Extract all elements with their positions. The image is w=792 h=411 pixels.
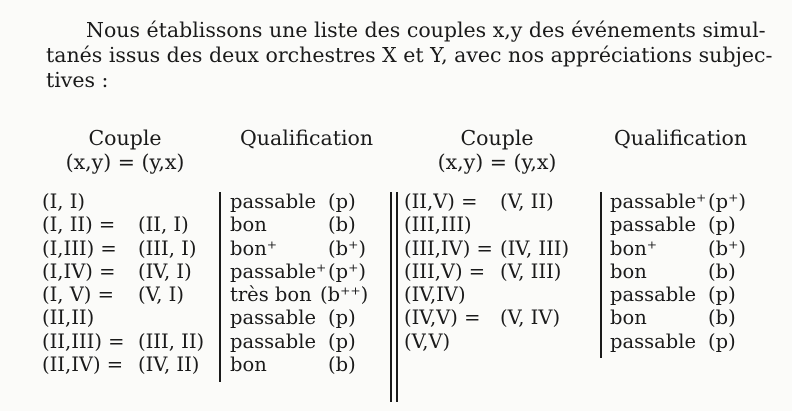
table-row [42, 260, 204, 283]
qualification-word: passable [230, 329, 317, 353]
table-row [404, 283, 569, 306]
pair-right: (III, I) [138, 236, 197, 260]
table-row [610, 260, 746, 283]
qualification-abbr: (b⁺) [328, 236, 366, 260]
pair-right: (V, I) [138, 283, 184, 307]
pair-right: (V, II) [500, 190, 554, 213]
pair-left: (III,IV) = [404, 236, 493, 260]
qualification-abbr: (p) [708, 329, 736, 353]
qualification-word: bon [610, 259, 647, 283]
pair-left: (I, V) = [42, 283, 114, 307]
table-row [42, 330, 204, 353]
qualification-abbr: (b) [708, 306, 736, 330]
intro-line: tanés issus des deux orchestres X et Y, avec nos appréciations subjec- [46, 43, 773, 67]
table-row [610, 283, 746, 306]
pair-left: (V,V) [404, 329, 451, 353]
pair-left: (III,III) [404, 213, 472, 237]
qualification-abbr: (p) [328, 190, 356, 213]
qualification-abbr: (p) [328, 329, 356, 353]
table-row [42, 353, 204, 376]
right-column-divider [600, 192, 602, 358]
qualification-abbr: (b) [328, 213, 356, 237]
qualification-abbr: (p⁺) [328, 259, 366, 283]
pair-left: (I,III) = [42, 236, 117, 260]
qualification-abbr: (p⁺) [708, 190, 746, 213]
pair-left: (II,V) = [404, 190, 478, 213]
pair-right: (III, II) [138, 329, 205, 353]
table-row [230, 260, 368, 283]
pair-right: (IV, III) [500, 236, 570, 260]
table-row [42, 213, 204, 236]
table-row [404, 237, 569, 260]
table-row [404, 306, 569, 329]
qualification-abbr: (b) [708, 259, 736, 283]
qualification-word: passable⁺ [230, 259, 327, 283]
pair-right: (IV, I) [138, 259, 192, 283]
pair-right: (II, I) [138, 213, 189, 237]
table-row [230, 237, 368, 260]
table-row [404, 330, 569, 353]
left-couple-subtitle: (x,y) = (y,x) [65, 150, 185, 174]
qualification-abbr: (b⁺) [708, 236, 746, 260]
pair-left: (IV,IV) [404, 283, 466, 307]
pair-left: (III,V) = [404, 259, 486, 283]
qualification-word: passable [230, 306, 317, 330]
intro-paragraph [46, 18, 776, 93]
pair-right: (V, III) [500, 259, 562, 283]
pair-left: (II,IV) = [42, 353, 124, 377]
left-couple-header [40, 126, 210, 174]
right-couple-title: Couple [460, 126, 534, 150]
right-qualification-column [610, 190, 746, 353]
table-row [230, 306, 368, 329]
qualification-abbr: (p) [708, 283, 736, 307]
table-row [404, 190, 569, 213]
right-couple-header [412, 126, 582, 174]
qualification-word: passable [610, 283, 697, 307]
left-couple-title: Couple [88, 126, 162, 150]
pair-left: (I, I) [42, 190, 86, 213]
pair-left: (IV,V) = [404, 306, 481, 330]
pair-left: (II,III) = [42, 329, 125, 353]
right-qualification-header: Qualification [614, 126, 748, 150]
table-row [610, 237, 746, 260]
pair-left: (II,II) [42, 306, 95, 330]
qualification-word: passable [610, 329, 697, 353]
table-separator-rule [396, 192, 398, 402]
table-row [230, 330, 368, 353]
qualification-word: passable [610, 213, 697, 237]
table-row [230, 213, 368, 236]
table-row [610, 213, 746, 236]
qualification-abbr: (p) [708, 213, 736, 237]
table-row [42, 237, 204, 260]
pair-left: (I,IV) = [42, 259, 116, 283]
table-separator-rule [390, 192, 392, 402]
qualification-word: passable [230, 190, 317, 213]
table-row [230, 190, 368, 213]
qualification-word: bon⁺ [610, 236, 658, 260]
qualification-abbr: (p) [328, 306, 356, 330]
table-row [610, 190, 746, 213]
table-row [230, 283, 368, 306]
left-couples-column [42, 190, 204, 376]
table-row [42, 306, 204, 329]
qualification-word: bon [230, 353, 267, 377]
qualification-word: bon [610, 306, 647, 330]
intro-line: Nous établissons une liste des couples x,y des événements simul- [86, 18, 766, 42]
qualification-word: bon [230, 213, 267, 237]
qualification-word: passable⁺ [610, 190, 707, 213]
left-qualification-header: Qualification [240, 126, 374, 150]
table-row [42, 190, 204, 213]
table-row [404, 213, 569, 236]
intro-line: tives : [46, 68, 109, 92]
pair-left: (I, II) = [42, 213, 116, 237]
left-column-divider [219, 192, 221, 382]
qualification-word: très bon [230, 283, 312, 307]
left-qualification-column [230, 190, 368, 376]
table-row [42, 283, 204, 306]
right-couples-column [404, 190, 569, 353]
table-row [610, 330, 746, 353]
table-row [404, 260, 569, 283]
pair-right: (IV, II) [138, 353, 200, 377]
table-row [610, 306, 746, 329]
right-couple-subtitle: (x,y) = (y,x) [437, 150, 557, 174]
qualification-word: bon⁺ [230, 236, 278, 260]
pair-right: (V, IV) [500, 306, 561, 330]
qualification-abbr: (b⁺⁺) [320, 283, 369, 307]
table-row [230, 353, 368, 376]
qualification-abbr: (b) [328, 353, 356, 377]
